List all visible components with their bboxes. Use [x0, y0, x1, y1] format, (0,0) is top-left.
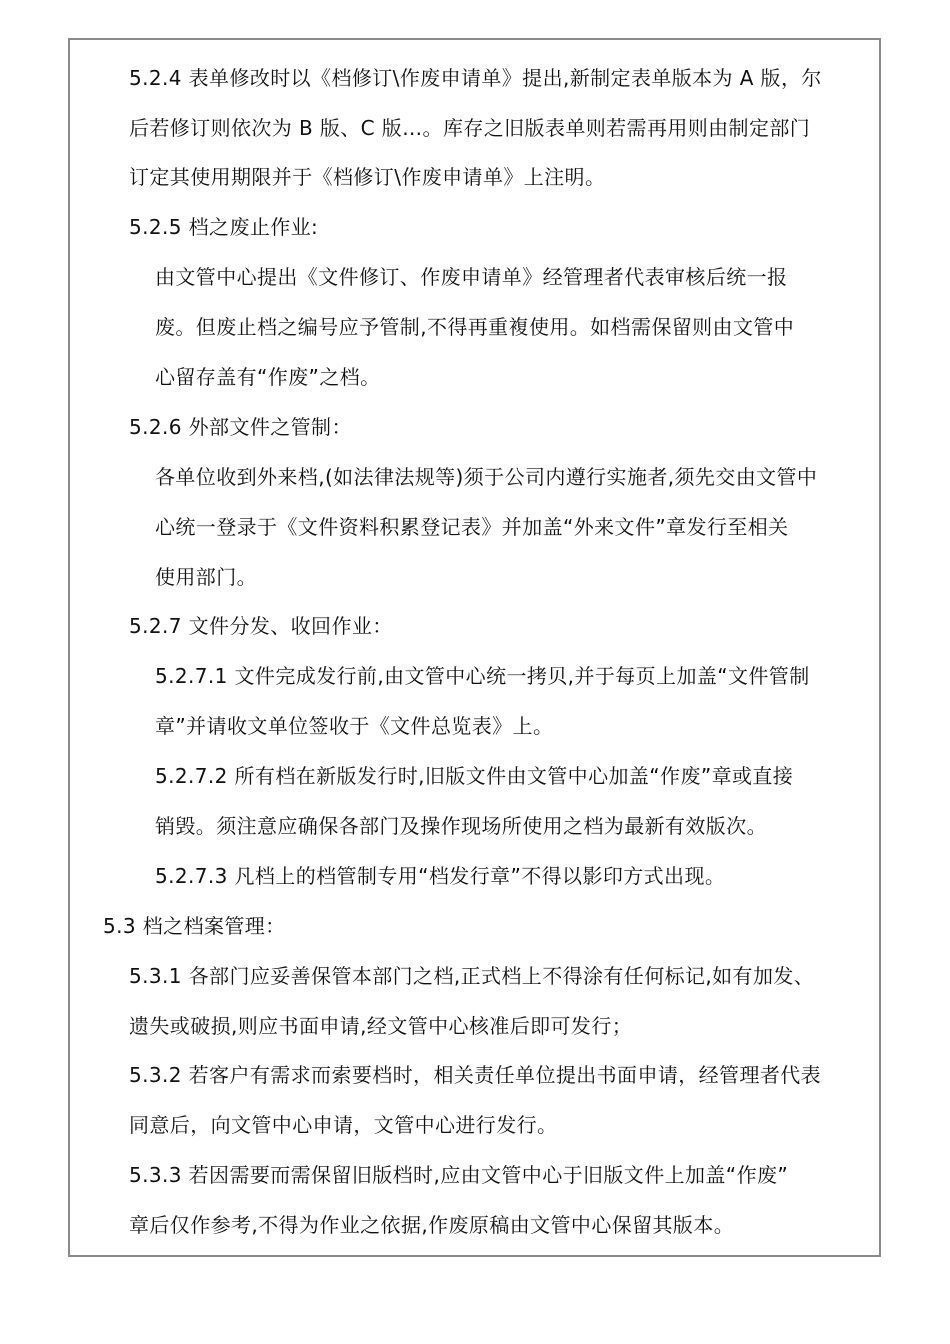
text-line: 销毁。须注意应确保各部门及操作现场所使用之档为最新有效版次。: [155, 814, 767, 838]
text-line: 各单位收到外来档,(如法律法规等)须于公司内遵行实施者,须先交由文管中: [155, 465, 818, 489]
text-line: 5.3.2 若客户有需求而索要档时，相关责任单位提出书面申请，经管理者代表: [129, 1063, 822, 1087]
text-line: 章后仅作参考,不得为作业之依据,作废原稿由文管中心保留其版本。: [129, 1213, 735, 1237]
section-heading: 5.2.6 外部文件之管制：: [129, 415, 352, 439]
text-line: 遗失或破损,则应书面申请,经文管中心核准后即可发行；: [129, 1014, 633, 1038]
text-line: 5.2.7.3 凡档上的档管制专用“档发行章”不得以影印方式出现。: [155, 864, 726, 888]
text-line: 章”并请收文单位签收于《文件总览表》上。: [155, 714, 554, 738]
section-heading: 5.3 档之档案管理：: [103, 914, 286, 938]
section-heading: 5.2.7 文件分发、收回作业：: [129, 614, 393, 638]
text-line: 由文管中心提出《文件修订、作废申请单》经管理者代表审核后统一报: [155, 265, 788, 289]
text-line: 5.2.7.1 文件完成发行前,由文管中心统一拷贝,并于每页上加盖“文件管制: [155, 664, 810, 688]
text-line: 5.2.4 表单修改时以《档修订\作废申请单》提出,新制定表单版本为 A 版，尔: [129, 66, 822, 90]
text-line: 5.3.3 若因需要而需保留旧版档时,应由文管中心于旧版文件上加盖“作废”: [129, 1163, 789, 1187]
text-line: 5.3.1 各部门应妥善保管本部门之档,正式档上不得涂有任何标记,如有加发、: [129, 964, 815, 988]
section-heading: 5.2.5 档之废止作业:: [129, 215, 319, 239]
text-line: 心统一登录于《文件资料积累登记表》并加盖“外来文件”章发行至相关: [155, 515, 789, 539]
text-line: 后若修订则依次为 B 版、C 版…。库存之旧版表单则若需再用则由制定部门: [129, 116, 811, 140]
text-line: 订定其使用期限并于《档修订\作废申请单》上注明。: [129, 165, 606, 189]
text-line: 同意后，向文管中心申请，文管中心进行发行。: [129, 1113, 558, 1137]
text-line: 废。但废止档之编号应予管制,不得再重複使用。如档需保留则由文管中: [155, 315, 795, 339]
text-line: 5.2.7.2 所有档在新版发行时,旧版文件由文管中心加盖“作废”章或直接: [155, 764, 794, 788]
text-line: 使用部门。: [155, 565, 257, 589]
text-line: 心留存盖有“作废”之档。: [155, 365, 381, 389]
